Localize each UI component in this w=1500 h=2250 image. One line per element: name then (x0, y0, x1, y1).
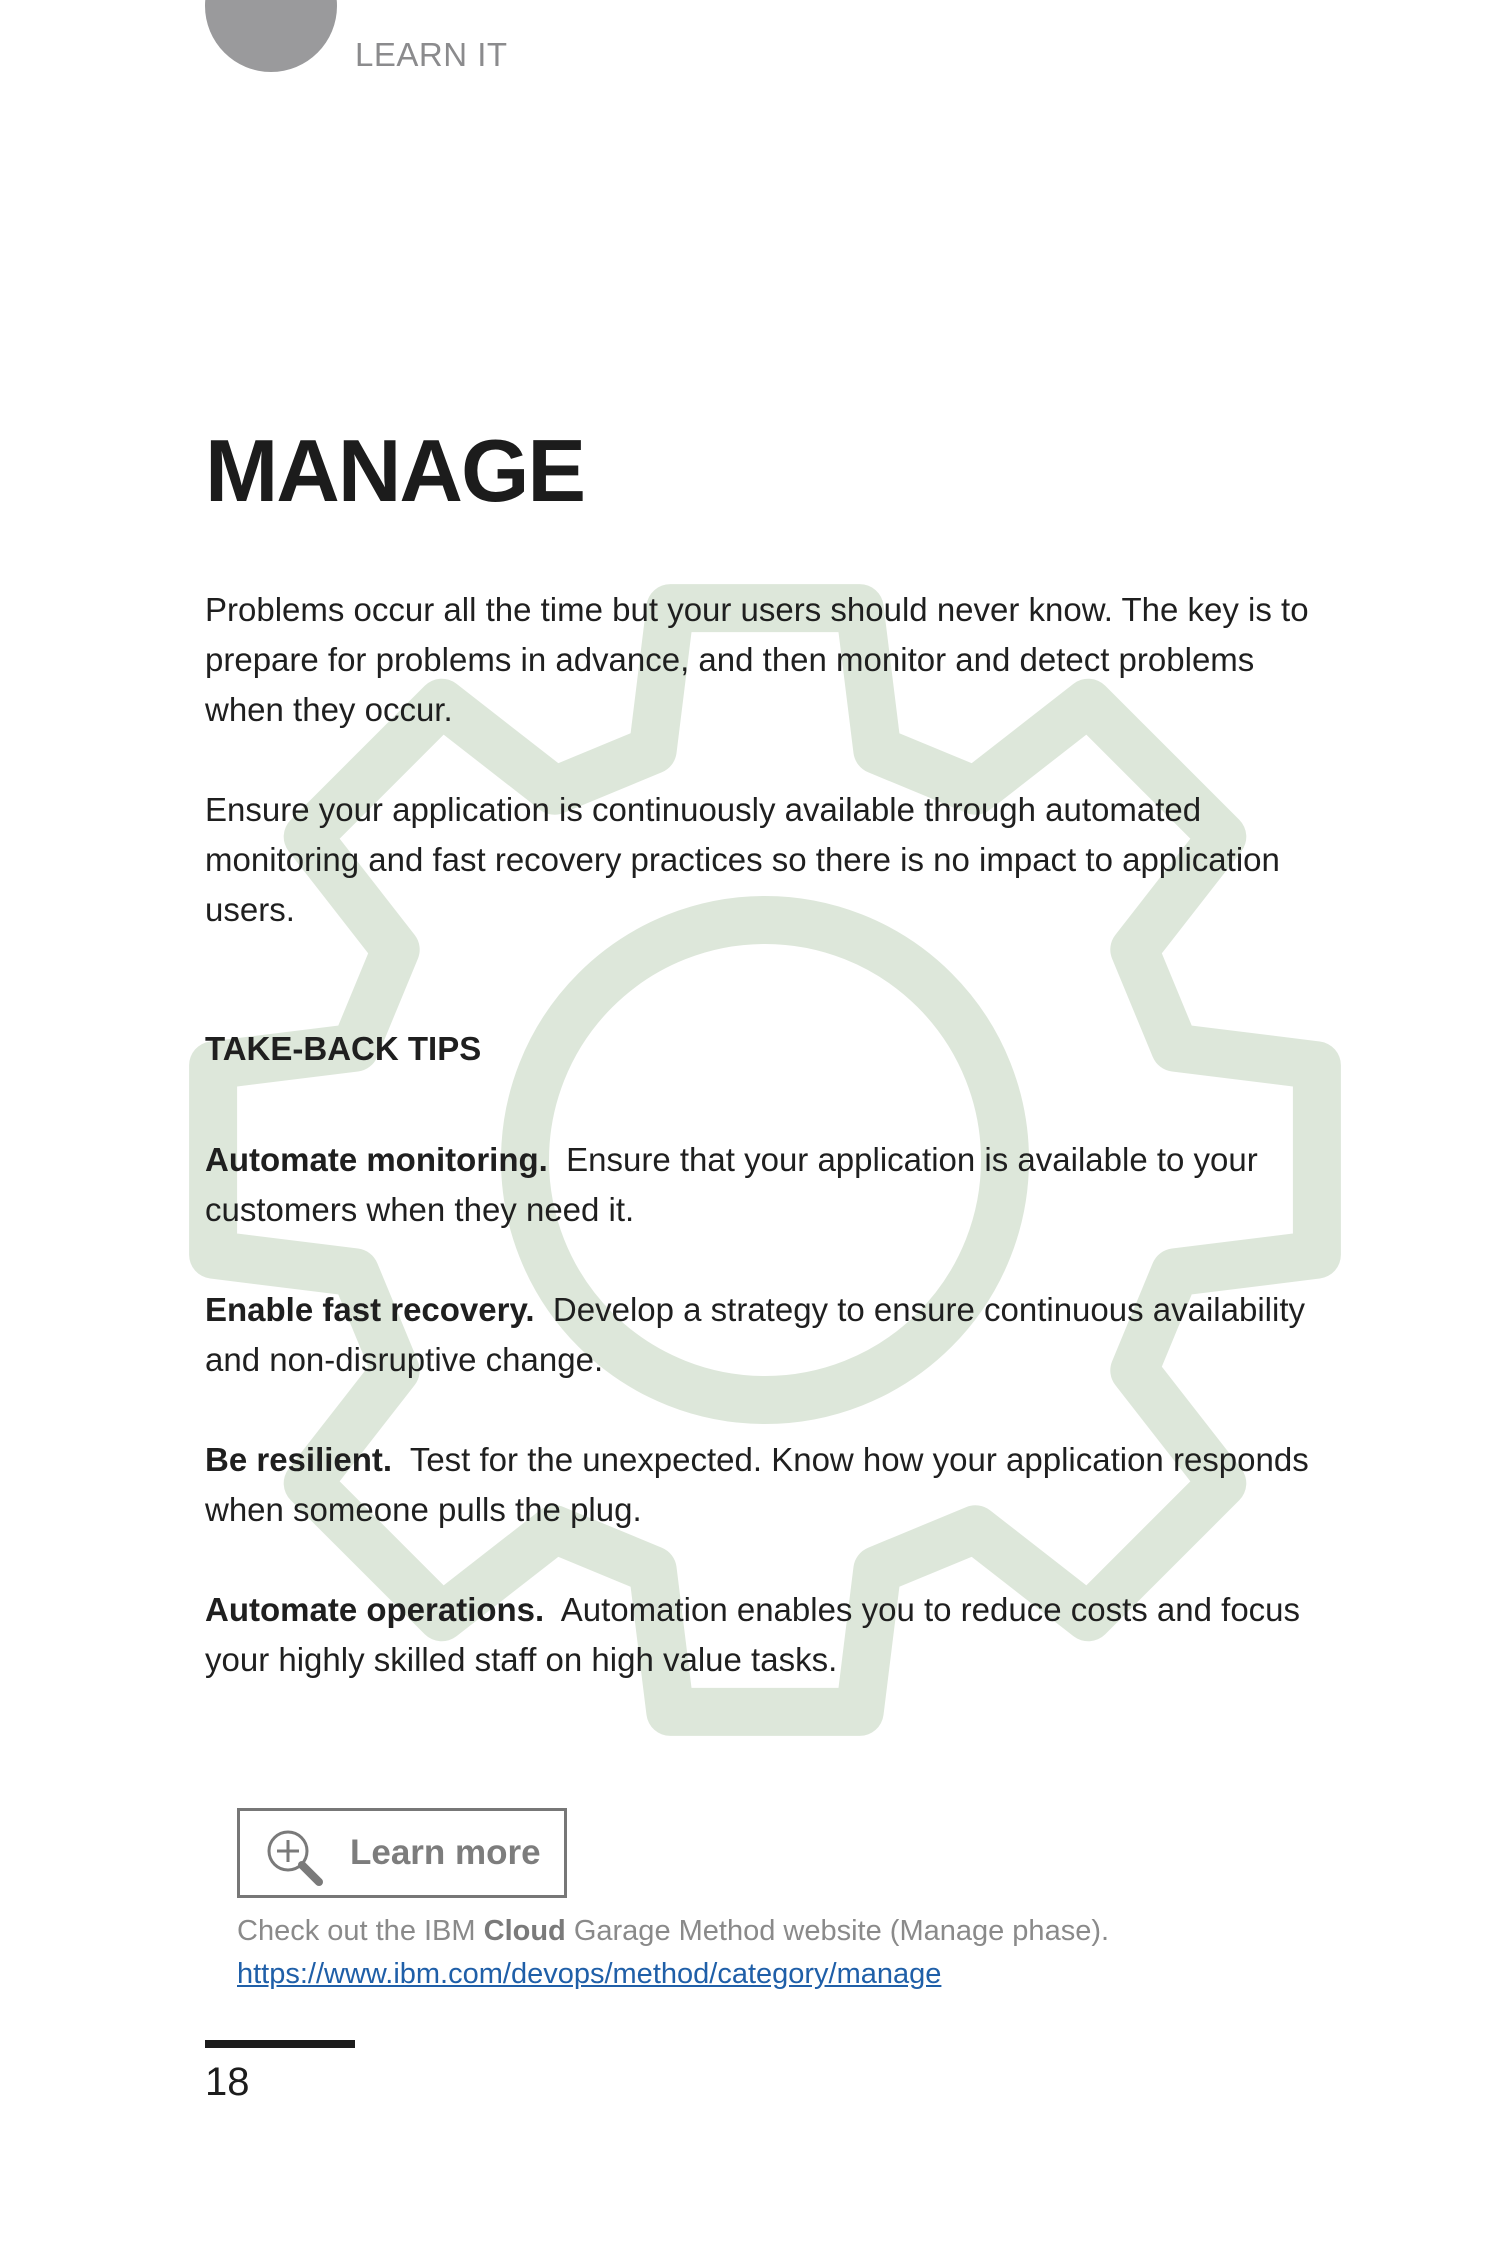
tips-heading: TAKE-BACK TIPS (205, 1030, 482, 1067)
page-title: MANAGE (205, 421, 585, 520)
footer-rule (205, 2040, 355, 2048)
tip-text: Automation enables you to reduce costs and focus your highly skilled staff on high value tasks. (205, 1591, 1301, 1678)
learn-more-label: Learn more (350, 1833, 541, 1872)
tip-item (205, 1135, 1325, 1235)
header-circle (205, 0, 337, 72)
note-bold-text: Cloud (483, 1915, 566, 1947)
tip-text: Ensure that your application is available to your customers when they need it. (205, 1141, 1258, 1228)
tip-title: Automate operations. (205, 1591, 545, 1628)
learn-more-note (237, 1915, 1109, 1948)
tip-title: Enable fast recovery. (205, 1291, 535, 1328)
section-label: LEARN IT (355, 36, 508, 73)
tip-title: Be resilient. (205, 1441, 393, 1478)
learn-more-button[interactable] (237, 1808, 567, 1898)
tip-text: Develop a strategy to ensure continuous availability and non-disruptive change. (205, 1291, 1306, 1378)
tip-item (205, 1435, 1325, 1535)
tip-text: Test for the unexpected. Know how your application responds when someone pulls the plug. (205, 1441, 1309, 1528)
tip-title: Automate monitoring. (205, 1141, 548, 1178)
tip-item (205, 1585, 1325, 1685)
availability-paragraph: Ensure your application is continuously available through automated monitoring and fast recovery practices so there is no impact to application users. (205, 791, 1280, 928)
page-number: 18 (205, 2060, 250, 2104)
intro-paragraph: Problems occur all the time but your users should never know. The key is to prepare for problems in advance, and then monitor and detect problems when they occur. (205, 591, 1309, 728)
tip-item (205, 1285, 1325, 1385)
manage-phase-link[interactable]: https://www.ibm.com/devops/method/category/manage (237, 1958, 942, 1990)
zoom-in-icon (262, 1825, 326, 1889)
note-text: Check out the IBM (237, 1915, 484, 1947)
note-text: Garage Method website (Manage phase). (565, 1915, 1110, 1947)
